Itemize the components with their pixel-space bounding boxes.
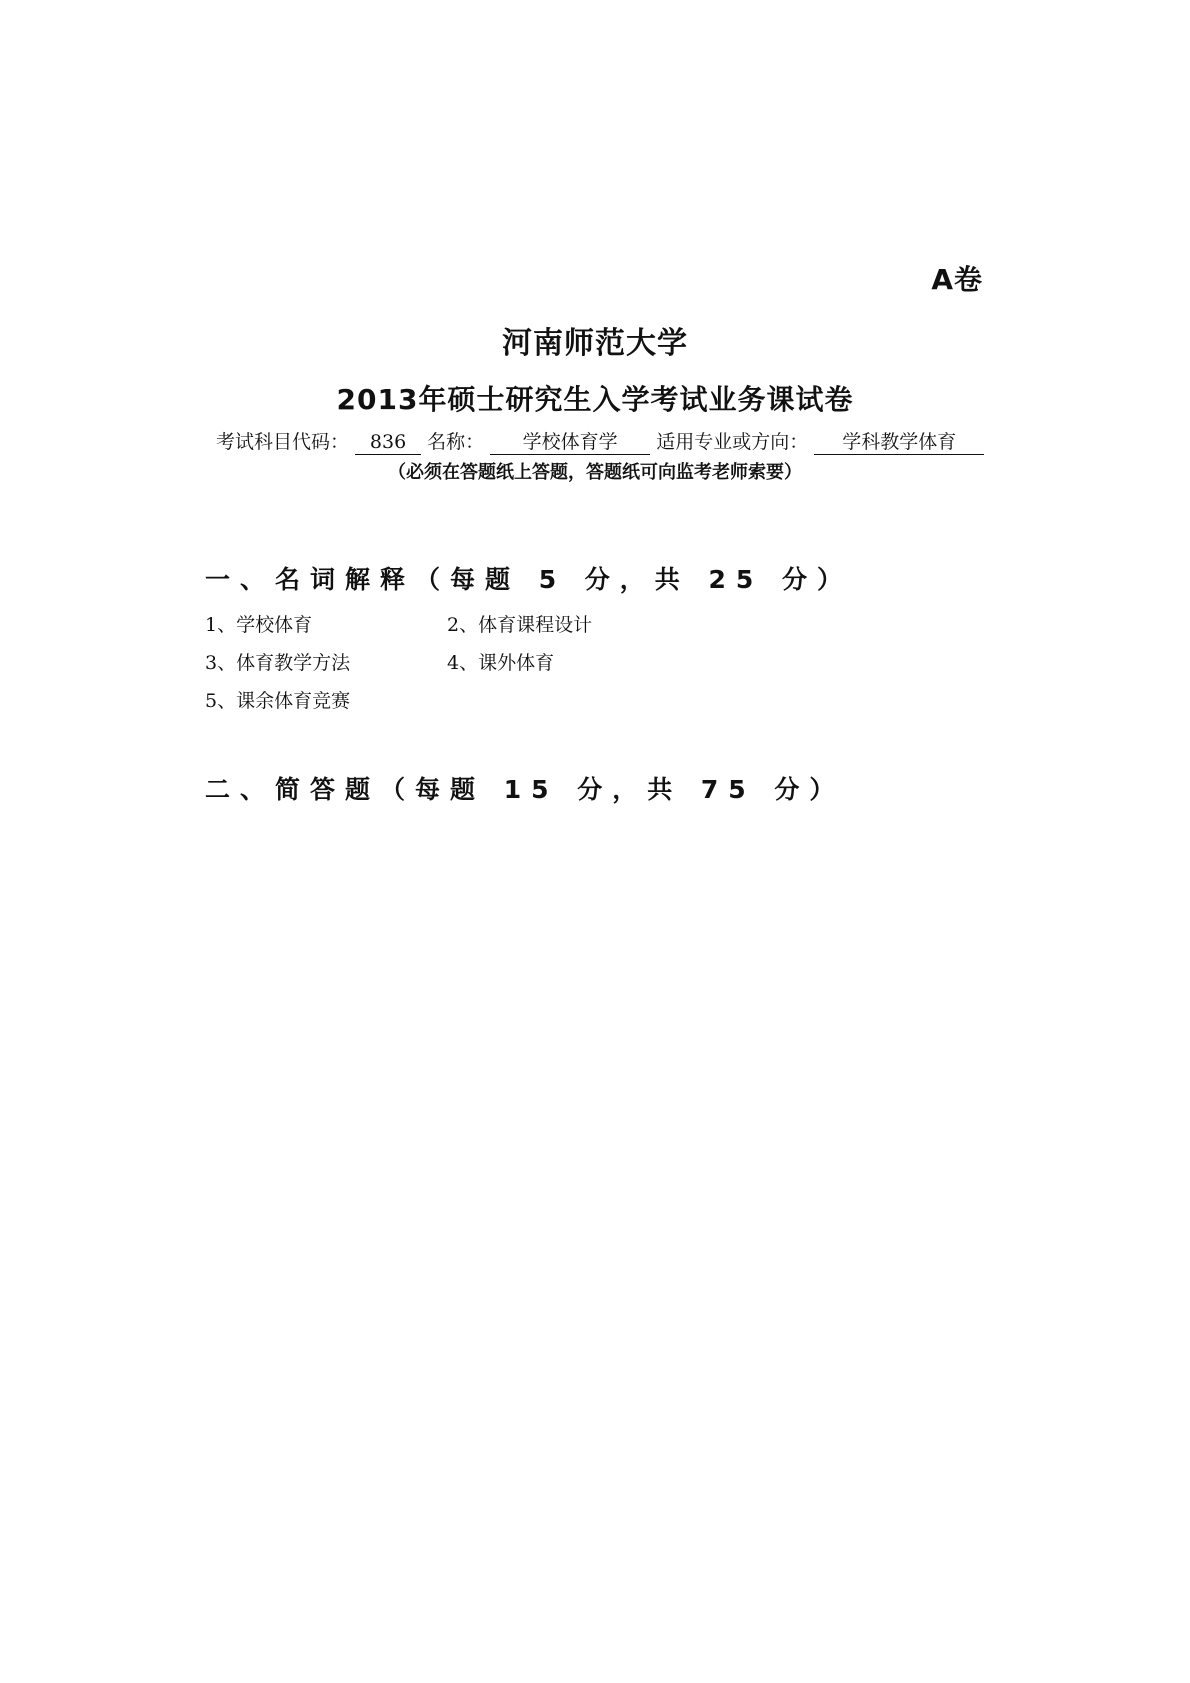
list-item: 3、体育教学方法 xyxy=(205,652,351,674)
list-item: 5、课余体育竞赛 xyxy=(205,690,351,712)
subject-code-label: 考试科目代码： xyxy=(216,431,350,453)
paper-version-label: A卷 xyxy=(931,263,983,296)
list-item: 4、课外体育 xyxy=(447,652,555,674)
section-title-short-answer: 二、简答题（每题 15 分，共 75 分） xyxy=(205,775,845,804)
subject-code-value: 836 xyxy=(355,430,421,455)
list-item: 1、学校体育 xyxy=(205,614,313,636)
university-name: 河南师范大学 xyxy=(502,326,688,361)
subject-name-label: 名称： xyxy=(427,431,485,453)
section-title-term-definitions: 一、名词解释（每题 5 分，共 25 分） xyxy=(205,565,853,594)
subject-info-line xyxy=(216,428,996,456)
list-item: 2、体育课程设计 xyxy=(447,614,593,636)
answer-sheet-notice: （必须在答题纸上答题，答题纸可向监考老师索要） xyxy=(388,462,802,483)
major-label: 适用专业或方向： xyxy=(656,431,809,453)
subject-name-value: 学校体育学 xyxy=(490,430,650,455)
exam-title: 2013年硕士研究生入学考试业务课试卷 xyxy=(336,383,854,416)
major-value: 学科教学体育 xyxy=(814,430,984,455)
